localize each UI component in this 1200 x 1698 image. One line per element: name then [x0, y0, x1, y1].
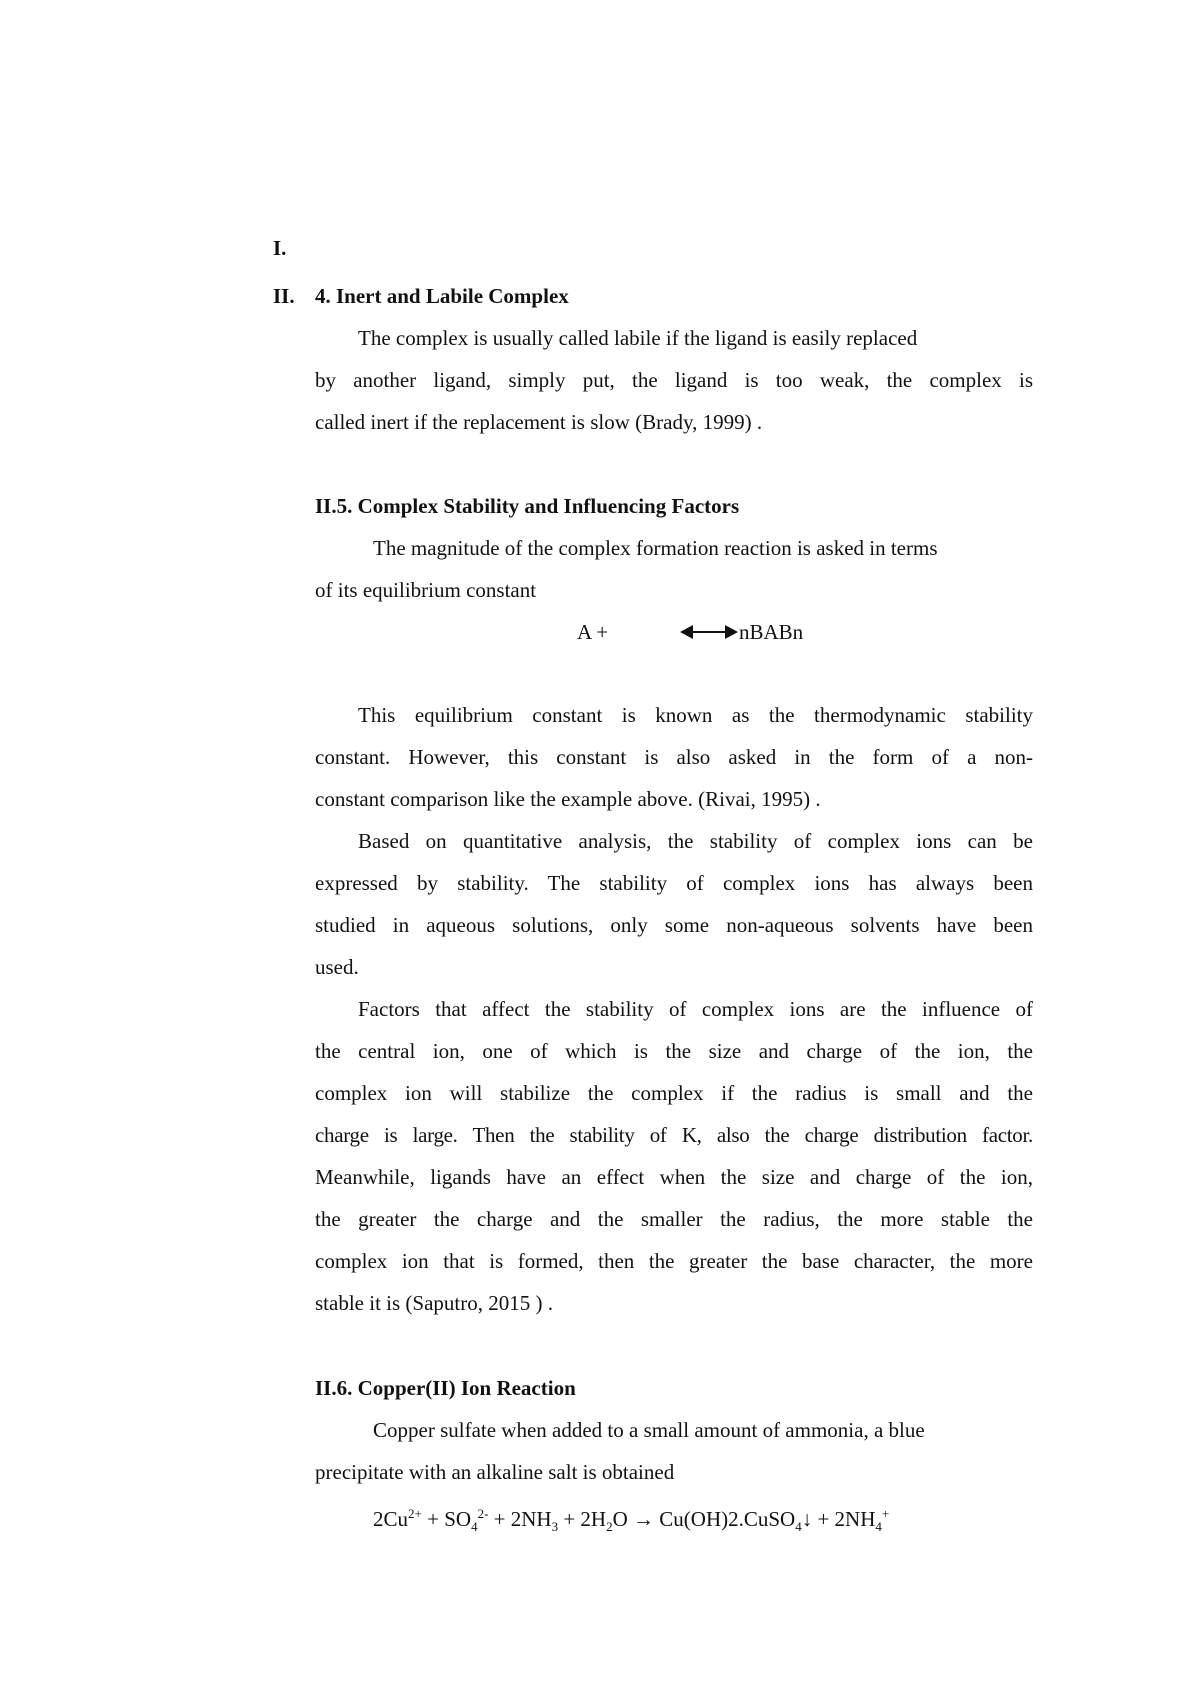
- eq-nh4: + 2NH: [812, 1507, 876, 1531]
- para-c-line-8: stable it is (Saputro, 2015 ) .: [315, 1291, 553, 1315]
- eq-so-charge: 2-: [477, 1506, 489, 1521]
- para-c-line-5: Meanwhile, ligands have an effect when the size and charge of the ion,: [315, 1165, 1033, 1189]
- precipitate-arrow-icon: ↓: [801, 1507, 813, 1531]
- para-b-line-1: Based on quantitative analysis, the stability of complex ions can be: [358, 829, 1033, 853]
- outline-item-ii: II.: [273, 284, 295, 308]
- para-a-line-3: constant comparison like the example above. (Rivai, 1995) .: [315, 787, 821, 811]
- para-c-line-3: complex ion will stabilize the complex if the radius is small and the: [315, 1081, 1033, 1105]
- section-6-heading: II.6. Copper(II) Ion Reaction: [315, 1376, 576, 1400]
- copper-reaction-equation: [373, 1493, 889, 1548]
- para-c-line-7: complex ion that is formed, then the greater the base character, the more: [315, 1249, 1033, 1273]
- double-arrow-icon: [680, 623, 738, 641]
- para-c-line-2: the central ion, one of which is the size and charge of the ion, the: [315, 1039, 1033, 1063]
- para-b-line-3: studied in aqueous solutions, only some non-aqueous solvents have been: [315, 913, 1033, 937]
- eq-h2o: + 2H: [558, 1507, 607, 1531]
- section-4-line-1: The complex is usually called labile if the ligand is easily replaced: [358, 326, 918, 350]
- section-6-intro-line-2: precipitate with an alkaline salt is obtained: [315, 1460, 675, 1484]
- para-c-line-1: Factors that affect the stability of complex ions are the influence of: [358, 997, 1033, 1021]
- section-4-heading: 4. Inert and Labile Complex: [315, 284, 569, 308]
- eq-h2o-sub: 2: [606, 1519, 613, 1535]
- para-c-line-6: the greater the charge and the smaller the radius, the more stable the: [315, 1207, 1033, 1231]
- section-6-intro-line-1: Copper sulfate when added to a small amount of ammonia, a blue: [373, 1418, 925, 1442]
- para-a-line-1: This equilibrium constant is known as the thermodynamic stability: [358, 703, 1033, 727]
- para-c-line-4: charge is large. Then the stability of K, also the charge distribution factor.: [315, 1123, 1033, 1147]
- section-5-heading: II.5. Complex Stability and Influencing Factors: [315, 494, 740, 518]
- outline-item-i: I.: [273, 236, 287, 260]
- section-5-intro-line-1: The magnitude of the complex formation reaction is asked in terms: [373, 536, 938, 560]
- eq-nh3-sub: 3: [551, 1519, 559, 1535]
- eq-so: + SO: [421, 1507, 472, 1531]
- para-b-line-4: used.: [315, 955, 359, 979]
- eq-cu: 2Cu: [373, 1507, 409, 1531]
- eq-nh4-charge: +: [881, 1506, 890, 1521]
- para-a-line-2: constant. However, this constant is also asked in the form of a non-: [315, 745, 1033, 769]
- section-4-line-3: called inert if the replacement is slow (Brady, 1999) .: [315, 410, 763, 434]
- eq-so-sub: 4: [471, 1519, 478, 1535]
- equilibrium-left: A +: [577, 620, 609, 644]
- equilibrium-right: nBABn: [739, 620, 804, 644]
- section-4-line-2: by another ligand, simply put, the ligand is too weak, the complex is: [315, 368, 1033, 392]
- eq-product: O → Cu(OH)2.CuSO: [612, 1507, 796, 1531]
- para-b-line-2: expressed by stability. The stability of complex ions has always been: [315, 871, 1033, 895]
- eq-nh3: + 2NH: [488, 1507, 552, 1531]
- eq-cuso-sub: 4: [795, 1519, 802, 1535]
- eq-cu-charge: 2+: [408, 1506, 422, 1521]
- eq-nh4-sub: 4: [875, 1519, 882, 1535]
- section-5-intro-line-2: of its equilibrium constant: [315, 578, 537, 602]
